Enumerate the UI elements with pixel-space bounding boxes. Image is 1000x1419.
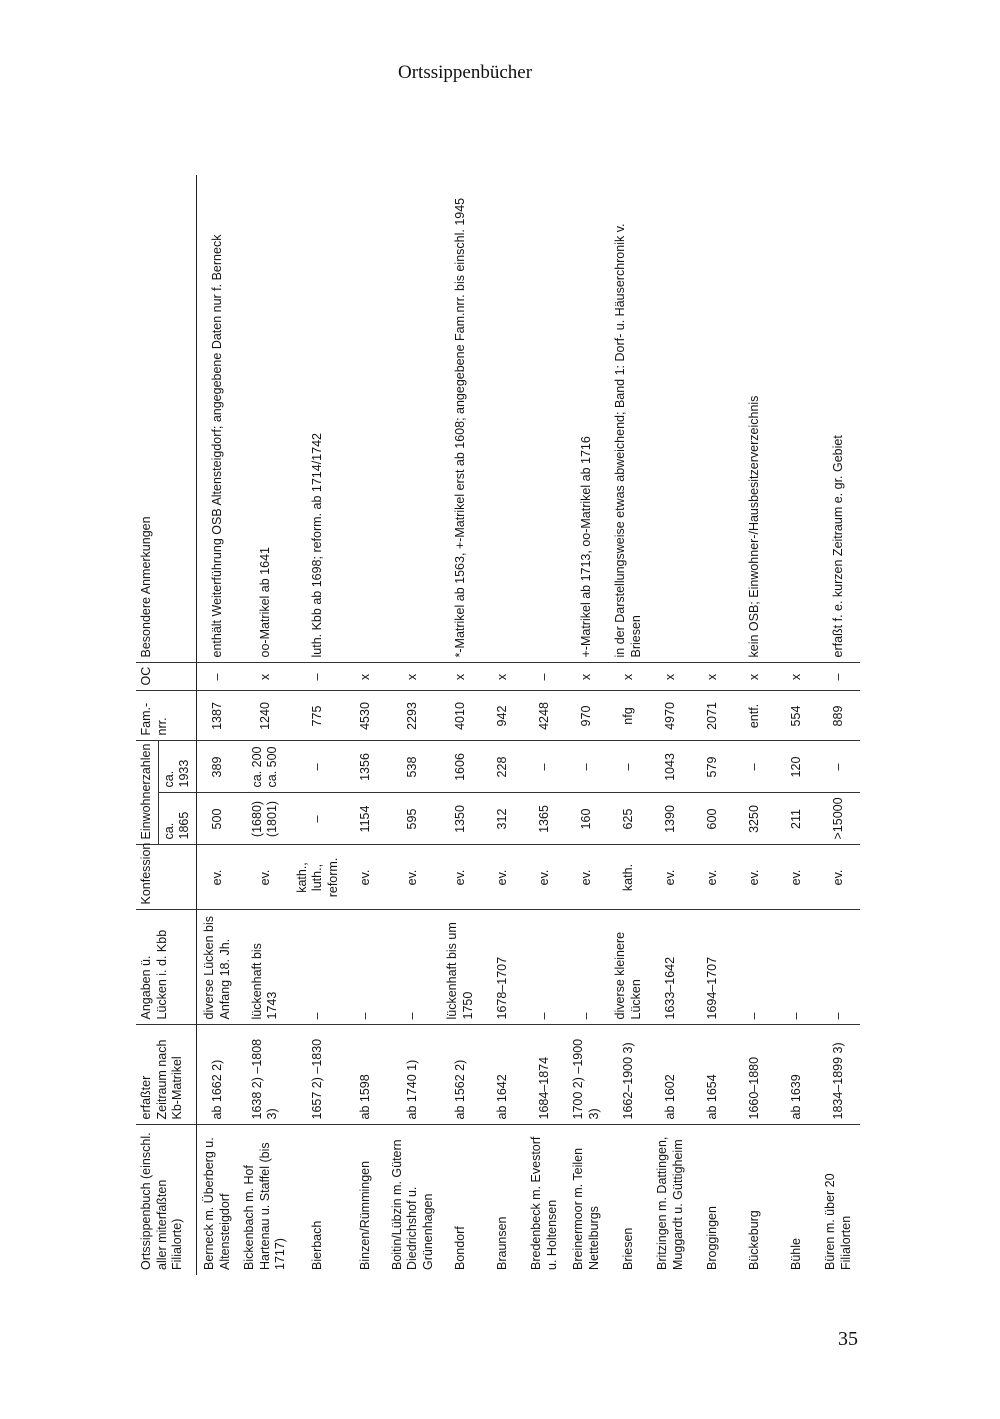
table-row <box>818 175 860 1275</box>
cell-confession: ev. <box>239 845 292 910</box>
cell-place: Bierbach <box>310 1220 325 1270</box>
cell-confession: ev. <box>387 845 440 910</box>
cell-range: ab 1562 2) <box>440 1025 482 1125</box>
cell-confession: ev. <box>440 845 482 910</box>
cell-pop-1933: – <box>566 741 608 793</box>
cell-oc: – <box>292 663 345 691</box>
cell-notes: *-Matrikel ab 1563, +-Matrikel erst ab 1608; angegebene Fam.nrr. bis einschl. 1945 <box>440 175 482 663</box>
cell-place: Breinermoor m. Teilen Nettelburgs <box>570 1147 601 1270</box>
table-row <box>482 175 524 1275</box>
table-row <box>196 175 239 1275</box>
header-pop-1933: ca. 1933 <box>158 741 196 793</box>
cell-pop-1865: 1365 <box>524 793 566 845</box>
cell-range: ab 1598 <box>345 1025 387 1125</box>
cell-notes: luth. Kbb ab 1698; reform. ab 1714/1742 <box>292 175 345 663</box>
table-row <box>566 175 608 1275</box>
cell-pop-1933: – <box>818 741 860 793</box>
cell-confession: ev. <box>818 845 860 910</box>
header-fam: Fam.-nrr. <box>136 691 196 741</box>
cell-fam: 970 <box>566 691 608 741</box>
cell-fam: 1240 <box>239 691 292 741</box>
cell-pop-1933: 228 <box>482 741 524 793</box>
cell-place: Berneck m. Überberg u. Altensteigdorf <box>202 1137 232 1270</box>
cell-place: Büren m. über 20 Filialorten <box>822 1173 853 1270</box>
cell-fam: 775 <box>292 691 345 741</box>
cell-gaps: lückenhaft bis 1743 <box>239 910 292 1025</box>
cell-place: Britzingen m. Dattingen, Muggardt u. Güttigheim <box>654 1136 685 1270</box>
table-row <box>239 175 292 1275</box>
cell-notes: kein OSB; Einwohner-/Hausbesitzerverzeichnis <box>734 175 776 663</box>
cell-range: 1834–1899 3) <box>818 1025 860 1125</box>
table-body <box>196 175 859 1275</box>
cell-pop-1933: 1356 <box>345 741 387 793</box>
table-row <box>692 175 734 1275</box>
cell-fam: nfg <box>608 691 650 741</box>
page-header: Ortssippenbücher <box>398 62 533 83</box>
cell-pop-1865: 600 <box>692 793 734 845</box>
cell-range: 1700 2) –1900 3) <box>566 1025 608 1125</box>
cell-confession: ev. <box>196 845 239 910</box>
cell-oc: x <box>566 663 608 691</box>
cell-range: ab 1662 2) <box>196 1025 239 1125</box>
cell-place: Binzen/Rümmingen <box>357 1160 372 1270</box>
cell-gaps: 1633–1642 <box>650 910 692 1025</box>
cell-pop-1933: – <box>292 741 345 793</box>
cell-pop-1865: 500 <box>196 793 239 845</box>
cell-range: 1662–1900 3) <box>608 1025 650 1125</box>
cell-pop-1865: 1154 <box>345 793 387 845</box>
cell-pop-1865: 211 <box>776 793 818 845</box>
cell-confession: ev. <box>734 845 776 910</box>
cell-confession: kath. <box>608 845 650 910</box>
cell-notes: oo-Matrikel ab 1641 <box>239 175 292 663</box>
cell-fam: 942 <box>482 691 524 741</box>
cell-pop-1933: 1043 <box>650 741 692 793</box>
cell-gaps: diverse Lücken bis Anfang 18. Jh. <box>196 910 239 1025</box>
cell-pop-1865: 3250 <box>734 793 776 845</box>
cell-confession: ev. <box>345 845 387 910</box>
header-pop-1865: ca. 1865 <box>158 793 196 845</box>
cell-place: Braunsen <box>494 1216 509 1270</box>
cell-confession: ev. <box>692 845 734 910</box>
cell-pop-1865: 1390 <box>650 793 692 845</box>
cell-gaps: – <box>524 910 566 1025</box>
table-row <box>608 175 650 1275</box>
cell-notes: enthält Weiterführung OSB Altensteigdorf; angegebene Daten nur f. Berneck <box>196 175 239 663</box>
cell-pop-1865: 595 <box>387 793 440 845</box>
cell-notes <box>650 175 692 663</box>
cell-oc: – <box>524 663 566 691</box>
cell-pop-1933: 1606 <box>440 741 482 793</box>
cell-notes <box>692 175 734 663</box>
cell-place: Bondorf <box>452 1226 467 1270</box>
cell-range: 1657 2) –1830 <box>292 1025 345 1125</box>
table-row <box>440 175 482 1275</box>
cell-gaps: 1694–1707 <box>692 910 734 1025</box>
cell-range: ab 1639 <box>776 1025 818 1125</box>
cell-gaps: – <box>776 910 818 1025</box>
table-row <box>776 175 818 1275</box>
cell-pop-1933: – <box>734 741 776 793</box>
cell-fam: 4530 <box>345 691 387 741</box>
cell-pop-1865: – <box>292 793 345 845</box>
cell-oc: x <box>734 663 776 691</box>
cell-confession: ev. <box>650 845 692 910</box>
cell-pop-1933: – <box>608 741 650 793</box>
cell-place: Bickenbach m. Hof Hartenau u. Staffel (bis 1717) <box>241 1142 288 1270</box>
cell-gaps: – <box>345 910 387 1025</box>
cell-pop-1865: (1680) (1801) <box>239 793 292 845</box>
cell-fam: 889 <box>818 691 860 741</box>
cell-fam: 4010 <box>440 691 482 741</box>
cell-pop-1865: 312 <box>482 793 524 845</box>
cell-place: Bückeburg <box>746 1210 761 1270</box>
cell-oc: x <box>608 663 650 691</box>
cell-fam: entf. <box>734 691 776 741</box>
cell-confession: ev. <box>524 845 566 910</box>
cell-pop-1933: 579 <box>692 741 734 793</box>
cell-pop-1933: – <box>524 741 566 793</box>
cell-gaps: lückenhaft bis um 1750 <box>440 910 482 1025</box>
cell-place: Broggingen <box>704 1206 719 1270</box>
header-confession: Konfession <box>136 845 196 910</box>
cell-confession: ev. <box>776 845 818 910</box>
cell-gaps: – <box>292 910 345 1025</box>
cell-fam: 554 <box>776 691 818 741</box>
table-row <box>524 175 566 1275</box>
cell-oc: x <box>776 663 818 691</box>
cell-notes <box>524 175 566 663</box>
cell-fam: 2293 <box>387 691 440 741</box>
table-row <box>650 175 692 1275</box>
table-row <box>345 175 387 1275</box>
cell-pop-1933: 120 <box>776 741 818 793</box>
cell-place: Bredenbeck m. Evestorf u. Holtensen <box>528 1136 559 1270</box>
table-row <box>387 175 440 1275</box>
ortssippenbuecher-table <box>136 175 860 1275</box>
cell-notes: erfaßt f. e. kurzen Zeitraum e. gr. Gebiet <box>818 175 860 663</box>
cell-notes <box>482 175 524 663</box>
cell-place: Bühle <box>788 1238 803 1270</box>
cell-notes: in der Darstellungsweise etwas abweichend; Band 1: Dorf- u. Häuserchronik v. Briesen <box>608 175 650 663</box>
cell-oc: x <box>650 663 692 691</box>
cell-oc: – <box>818 663 860 691</box>
page-number: 35 <box>838 1328 858 1350</box>
cell-confession: kath., luth., reform. <box>292 845 345 910</box>
cell-notes: +-Matrikel ab 1713, oo-Matrikel ab 1716 <box>566 175 608 663</box>
cell-gaps: – <box>387 910 440 1025</box>
cell-notes <box>345 175 387 663</box>
cell-gaps: 1678–1707 <box>482 910 524 1025</box>
cell-notes <box>387 175 440 663</box>
cell-range: 1684–1874 <box>524 1025 566 1125</box>
cell-gaps: – <box>566 910 608 1025</box>
cell-range: ab 1654 <box>692 1025 734 1125</box>
cell-pop-1865: 160 <box>566 793 608 845</box>
cell-range: 1638 2) –1808 3) <box>239 1025 292 1125</box>
cell-oc: x <box>482 663 524 691</box>
cell-fam: 4248 <box>524 691 566 741</box>
header-notes: Besondere Anmerkungen <box>136 175 196 663</box>
cell-range: ab 1602 <box>650 1025 692 1125</box>
header-gaps: Angaben ü. Lücken i. d. Kbb <box>136 910 196 1025</box>
cell-pop-1933: 389 <box>196 741 239 793</box>
rotated-table-container <box>136 175 853 1275</box>
table-row <box>734 175 776 1275</box>
cell-place: Briesen <box>620 1227 635 1270</box>
cell-gaps: – <box>818 910 860 1025</box>
cell-oc: – <box>196 663 239 691</box>
cell-pop-1865: 625 <box>608 793 650 845</box>
cell-range: ab 1740 1) <box>387 1025 440 1125</box>
cell-confession: ev. <box>566 845 608 910</box>
cell-fam: 4970 <box>650 691 692 741</box>
cell-range: ab 1642 <box>482 1025 524 1125</box>
cell-fam: 2071 <box>692 691 734 741</box>
cell-pop-1933: 538 <box>387 741 440 793</box>
cell-place: Boitin/Lübzin m. Gütern Diedrichshof u. Grünenhagen <box>389 1139 435 1270</box>
header-place: Ortssippenbuch (einschl. aller miterfaßten Filialorte) <box>136 1125 196 1275</box>
cell-fam: 1387 <box>196 691 239 741</box>
header-population: Einwohnerzahlen <box>136 741 158 845</box>
cell-notes <box>776 175 818 663</box>
cell-gaps: – <box>734 910 776 1025</box>
cell-pop-1865: 1350 <box>440 793 482 845</box>
cell-oc: x <box>239 663 292 691</box>
cell-pop-1933: ca. 200 ca. 500 <box>239 741 292 793</box>
header-oc: OC <box>136 663 196 691</box>
cell-oc: x <box>345 663 387 691</box>
cell-range: 1660–1880 <box>734 1025 776 1125</box>
cell-oc: x <box>440 663 482 691</box>
cell-confession: ev. <box>482 845 524 910</box>
cell-oc: x <box>692 663 734 691</box>
table-row <box>292 175 345 1275</box>
cell-pop-1865: >15000 <box>818 793 860 845</box>
cell-gaps: diverse kleinere Lücken <box>608 910 650 1025</box>
header-range: erfaßter Zeitraum nach Kb-Matrikel <box>136 1025 196 1125</box>
cell-oc: x <box>387 663 440 691</box>
